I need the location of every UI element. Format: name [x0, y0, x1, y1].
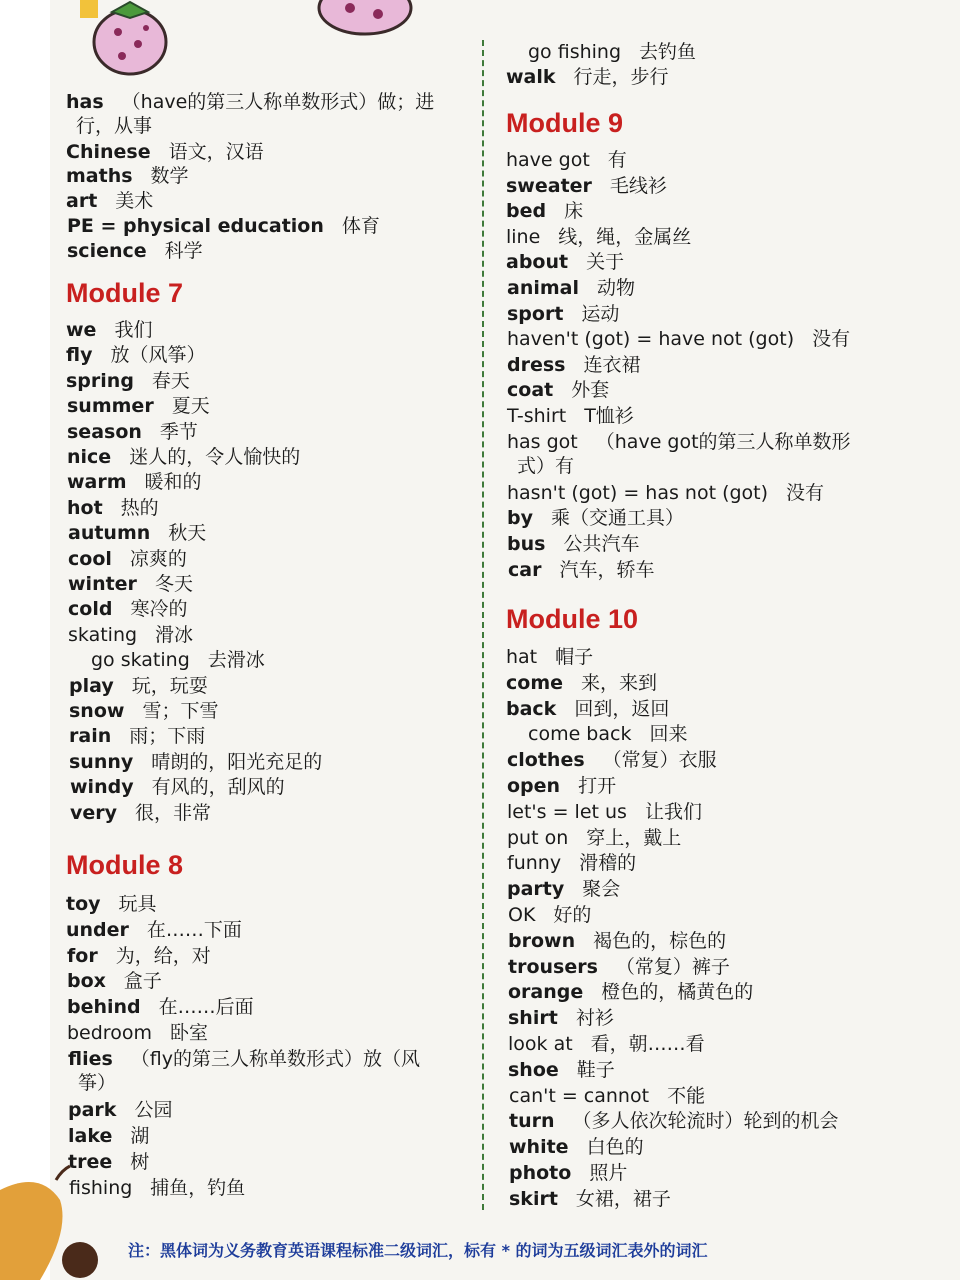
vocab-meaning: 帽子	[555, 646, 594, 668]
vocab-entry	[67, 214, 380, 238]
vocab-word: windy	[70, 776, 134, 799]
vocab-meaning: 很，非常	[135, 801, 212, 824]
vocab-word: come	[506, 671, 563, 694]
vocab-word: sport	[507, 302, 564, 325]
vocab-word: winter	[68, 573, 137, 595]
vocab-word: can't = cannot	[509, 1084, 650, 1107]
vocab-word: OK	[508, 904, 536, 926]
vocab-entry	[70, 801, 211, 825]
vocab-meaning: 为，给，对	[115, 944, 211, 967]
vocab-word: let's = let us	[507, 800, 627, 823]
vocab-meaning: 去滑冰	[207, 649, 265, 672]
vocab-meaning: （fly的第三人称单数形式）放（风	[130, 1047, 421, 1070]
vocab-word: put on	[507, 826, 569, 849]
vocab-meaning: 夏天	[171, 395, 210, 418]
vocab-entry	[507, 800, 702, 824]
vocab-meaning: 让我们	[644, 800, 702, 823]
vocab-word: hasn't (got) = has not (got)	[507, 481, 769, 504]
vocab-entry	[506, 697, 669, 721]
vocab-entry	[506, 225, 691, 249]
module-9-heading: Module 9	[506, 108, 624, 138]
vocab-word: nice	[67, 446, 112, 468]
vocab-meaning: 打开	[578, 775, 617, 797]
vocab-meaning: 乘（交通工具）	[551, 507, 685, 530]
vocab-meaning: 外套	[571, 379, 610, 402]
vocab-word: walk	[506, 66, 556, 88]
vocab-meaning: 滑稽的	[579, 852, 637, 875]
vocab-entry	[506, 645, 593, 669]
vocab-meaning: 运动	[581, 302, 620, 325]
vocab-meaning: 动物	[597, 277, 636, 299]
vocab-meaning: 毛线衫	[609, 174, 667, 197]
vocab-entry	[70, 775, 285, 799]
vocab-word: cold	[68, 598, 113, 621]
vocab-word: trousers	[508, 955, 598, 978]
vocab-entry	[506, 199, 583, 223]
vocab-word: autumn	[68, 522, 151, 545]
vocab-word: orange	[508, 981, 584, 1004]
vocab-word: fly	[66, 344, 93, 367]
vocab-word: Chinese	[66, 140, 151, 163]
vocab-entry	[66, 369, 190, 393]
vocab-meaning: 连衣裙	[583, 353, 641, 376]
vocab-meaning: 看，朝……看	[590, 1033, 705, 1055]
vocab-entry	[508, 980, 753, 1004]
vocab-word: play	[69, 674, 114, 697]
vocab-word: line	[506, 225, 541, 248]
vocab-entry	[507, 532, 639, 556]
vocab-word: toy	[66, 893, 101, 915]
vocab-meaning: 橙色的，橘黄色的	[601, 981, 754, 1004]
vocab-entry	[506, 174, 667, 198]
vocab-entry	[68, 1124, 149, 1148]
column-divider	[482, 40, 484, 1210]
vocab-word: brown	[508, 929, 576, 952]
vocab-word: science	[67, 239, 147, 262]
vocab-word: flies	[68, 1047, 113, 1070]
vocab-entry	[506, 722, 687, 746]
vocab-meaning-continued: 式）有	[517, 454, 575, 477]
vocab-entry	[69, 750, 322, 774]
vocab-meaning: 聚会	[582, 878, 621, 901]
vocab-word: we	[66, 319, 97, 341]
vocab-entry	[68, 597, 187, 621]
vocab-entry	[507, 302, 619, 326]
vocab-word: back	[506, 697, 557, 720]
vocab-word: sweater	[506, 174, 592, 197]
vocab-word: white	[509, 1136, 569, 1159]
vocab-entry	[506, 148, 627, 172]
strawberry-cartoon-decoration	[0, 0, 420, 90]
vocab-entry	[507, 877, 620, 901]
vocab-meaning: 有风的，刮风的	[151, 776, 285, 799]
vocab-entry	[509, 1135, 644, 1159]
vocab-entry	[507, 430, 851, 478]
vocab-entry	[68, 1098, 172, 1122]
vocab-entry	[67, 995, 254, 1019]
vocab-entry	[508, 929, 726, 953]
vocab-meaning: 冬天	[154, 573, 193, 595]
vocab-word: summer	[67, 395, 154, 418]
page-margin	[0, 0, 50, 1280]
vocab-word: spring	[66, 369, 134, 392]
vocab-meaning: 盒子	[123, 970, 162, 993]
vocab-entry	[66, 90, 434, 138]
vocab-entry	[507, 378, 609, 402]
vocab-meaning: 迷人的，令人愉快的	[129, 446, 301, 468]
vocab-entry	[67, 239, 203, 263]
vocab-meaning: 体育	[341, 215, 380, 237]
vocab-word: has got	[507, 430, 578, 453]
vocab-entry	[66, 918, 242, 942]
vocab-word: about	[506, 251, 569, 274]
vocab-word: clothes	[507, 749, 585, 772]
vocab-meaning: 秋天	[168, 522, 207, 545]
vocab-meaning-continued: 筝）	[78, 1071, 117, 1094]
vocab-word: has	[66, 91, 104, 113]
vocab-word: very	[70, 801, 118, 824]
vocab-meaning: 行走，步行	[573, 66, 669, 88]
vocab-word: tree	[68, 1151, 113, 1173]
vocab-entry	[506, 250, 624, 274]
vocab-meaning: 女裙，裙子	[575, 1187, 671, 1210]
vocab-entry	[67, 944, 211, 968]
vocab-meaning: （常复）裤子	[615, 955, 730, 978]
vocab-entry	[508, 558, 654, 582]
vocab-meaning: （have got的第三人称单数形	[595, 430, 851, 453]
vocab-meaning: 热的	[120, 496, 159, 519]
vocab-entry	[69, 724, 205, 748]
vocab-entry	[506, 671, 657, 695]
vocab-word: T-shirt	[507, 405, 567, 427]
vocab-meaning: 衬衫	[575, 1007, 614, 1030]
vocab-meaning: 湖	[130, 1125, 150, 1148]
vocab-entry	[509, 1109, 839, 1133]
vocab-word: for	[67, 944, 98, 967]
vocab-word: funny	[507, 852, 562, 875]
vocab-entry	[506, 65, 669, 89]
vocab-word: car	[508, 558, 542, 581]
vocab-meaning: 季节	[159, 420, 198, 443]
vocab-word: bed	[506, 200, 547, 223]
vocab-meaning: 白色的	[586, 1136, 644, 1159]
vocab-word: go skating	[91, 649, 190, 672]
vocab-word: go fishing	[528, 41, 622, 63]
vocab-entry	[509, 1161, 627, 1185]
vocab-meaning: 不能	[667, 1084, 706, 1107]
vocab-entry	[66, 164, 189, 188]
vocab-entry	[507, 276, 635, 300]
vocab-meaning: 我们	[114, 319, 153, 341]
vocab-meaning: 春天	[151, 369, 190, 392]
vocab-meaning: 汽车，轿车	[559, 558, 655, 581]
vocab-entry	[68, 521, 206, 545]
vocab-meaning: 照片	[589, 1162, 628, 1184]
vocab-word: hat	[506, 646, 538, 668]
vocab-entry	[509, 1084, 705, 1108]
vocab-meaning: 在……后面	[158, 996, 254, 1019]
vocab-meaning: 没有	[812, 328, 851, 351]
vocab-meaning: 在……下面	[146, 918, 242, 941]
vocab-word: look at	[508, 1033, 573, 1055]
vocab-word: behind	[67, 996, 141, 1019]
vocab-entry	[69, 648, 265, 672]
vocab-entry	[67, 969, 162, 993]
vocab-meaning-continued: 行，从事	[76, 115, 153, 137]
vocab-entry	[507, 748, 717, 772]
vocab-entry	[508, 1058, 615, 1082]
vocab-meaning: 玩，玩耍	[131, 674, 208, 697]
vocab-word: season	[67, 420, 142, 443]
vocab-meaning: 穿上，戴上	[586, 826, 682, 849]
vocab-meaning: （have的第三人称单数形式）做；进	[121, 91, 435, 113]
vocab-entry	[67, 1021, 208, 1045]
vocab-meaning: 晴朗的，阳光充足的	[151, 750, 323, 773]
vocab-entry	[508, 903, 591, 927]
vocab-meaning: （常复）衣服	[602, 749, 717, 772]
vocab-word: bedroom	[67, 1022, 152, 1044]
vocab-word: photo	[509, 1162, 572, 1184]
vocab-meaning: T恤衫	[584, 405, 634, 427]
vocab-word: snow	[69, 700, 125, 722]
vocab-meaning: 放（风筝）	[110, 344, 206, 367]
vocab-word: come back	[528, 723, 632, 746]
vocab-word: shirt	[508, 1007, 558, 1030]
vocab-word: hot	[67, 496, 103, 519]
vocab-word: by	[507, 507, 533, 530]
vocab-meaning: 好的	[553, 904, 592, 926]
vocab-word: skirt	[509, 1187, 558, 1210]
vocab-entry	[506, 40, 696, 64]
vocab-entry	[68, 623, 193, 647]
vocab-word: party	[507, 878, 565, 901]
vocab-word: shoe	[508, 1058, 559, 1081]
vocab-entry	[507, 481, 824, 505]
vocab-word: have got	[506, 149, 590, 171]
module-7-heading: Module 7	[66, 278, 184, 308]
vocab-meaning: 公共汽车	[563, 533, 640, 555]
vocab-meaning: 去钓鱼	[639, 41, 697, 63]
vocab-word: PE = physical education	[67, 215, 324, 237]
vocab-meaning: 公园	[134, 1099, 173, 1122]
vocab-word: animal	[507, 277, 579, 299]
vocab-meaning: 线，绳，金属丝	[558, 225, 692, 248]
footnote: 注：黑体词为义务教育英语课程标准二级词汇，标有 * 的词为五级词汇表外的词汇	[128, 1241, 708, 1260]
vocab-meaning: 语文，汉语	[168, 140, 264, 163]
vocab-entry	[66, 140, 264, 164]
module-8-heading: Module 8	[66, 850, 184, 880]
vocab-meaning: 捕鱼，钓鱼	[150, 1176, 246, 1199]
vocab-word: haven't (got) = have not (got)	[507, 328, 795, 351]
vocab-meaning: 没有	[786, 481, 825, 504]
vocab-entry	[507, 774, 616, 798]
vocab-word: bus	[507, 533, 546, 555]
vocab-meaning: 玩具	[118, 893, 157, 915]
vocab-entry	[507, 506, 684, 530]
vocab-entry	[68, 547, 187, 571]
vocab-meaning: 来，来到	[581, 671, 658, 694]
vocab-entry	[69, 1176, 245, 1200]
vocab-entry	[66, 892, 157, 916]
vocab-word: box	[67, 970, 106, 993]
vocab-entry	[508, 1032, 705, 1056]
vocab-meaning: （多人依次轮流时）轮到的机会	[572, 1110, 839, 1133]
vocab-word: coat	[507, 379, 554, 402]
vocab-entry	[507, 851, 636, 875]
vocab-word: maths	[66, 165, 133, 188]
vocab-entry	[67, 445, 300, 469]
vocab-word: fishing	[69, 1176, 133, 1199]
vocab-meaning: 雪；下雪	[142, 700, 219, 722]
vocab-meaning: 床	[564, 200, 584, 223]
vocab-meaning: 美术	[115, 190, 154, 213]
vocab-word: dress	[507, 353, 566, 376]
vocab-entry	[67, 496, 159, 520]
vocab-word: turn	[509, 1110, 555, 1133]
vocab-word: rain	[69, 725, 112, 748]
vocab-word: cool	[68, 547, 112, 570]
vocab-meaning: 回来	[649, 723, 688, 746]
vocab-meaning: 雨；下雨	[129, 725, 206, 748]
vocab-meaning: 关于	[586, 251, 625, 274]
vocab-word: art	[66, 190, 98, 213]
vocab-entry	[68, 1150, 149, 1174]
vocab-meaning: 有	[607, 149, 627, 171]
vocab-meaning: 数学	[150, 165, 189, 188]
vocab-meaning: 树	[130, 1151, 150, 1173]
vocab-meaning: 回到，返回	[574, 697, 670, 720]
vocab-entry	[68, 572, 193, 596]
vocab-meaning: 寒冷的	[130, 598, 188, 621]
vocab-word: lake	[68, 1125, 113, 1148]
vocab-entry	[67, 470, 202, 494]
vocab-entry	[66, 189, 153, 213]
vocab-entry	[509, 1187, 671, 1211]
vocab-meaning: 暖和的	[144, 471, 202, 494]
vocab-entry	[508, 1006, 614, 1030]
vocab-meaning: 科学	[164, 239, 203, 262]
vocab-word: under	[66, 918, 129, 941]
vocab-word: open	[507, 775, 561, 797]
vocab-entry	[67, 420, 198, 444]
vocab-entry	[507, 404, 634, 428]
vocab-entry	[507, 327, 850, 351]
vocab-entry	[507, 826, 681, 850]
vocab-entry	[507, 353, 641, 377]
vocab-entry	[66, 318, 152, 342]
vocab-meaning: 褐色的，棕色的	[593, 929, 727, 952]
vocab-entry	[68, 1047, 420, 1095]
vocab-word: warm	[67, 471, 127, 494]
vocab-entry	[69, 674, 208, 698]
vocab-word: sunny	[69, 750, 134, 773]
vocab-word: park	[68, 1099, 117, 1122]
vocab-meaning: 鞋子	[576, 1058, 615, 1081]
vocab-entry	[508, 955, 730, 979]
vocab-entry	[67, 394, 210, 418]
vocab-meaning: 卧室	[169, 1022, 208, 1044]
vocab-meaning: 滑冰	[155, 623, 194, 646]
vocab-meaning: 凉爽的	[129, 547, 187, 570]
module-10-heading: Module 10	[506, 604, 639, 634]
vocab-word: skating	[68, 623, 138, 646]
vocab-entry	[66, 343, 205, 367]
vocab-entry	[69, 699, 218, 723]
